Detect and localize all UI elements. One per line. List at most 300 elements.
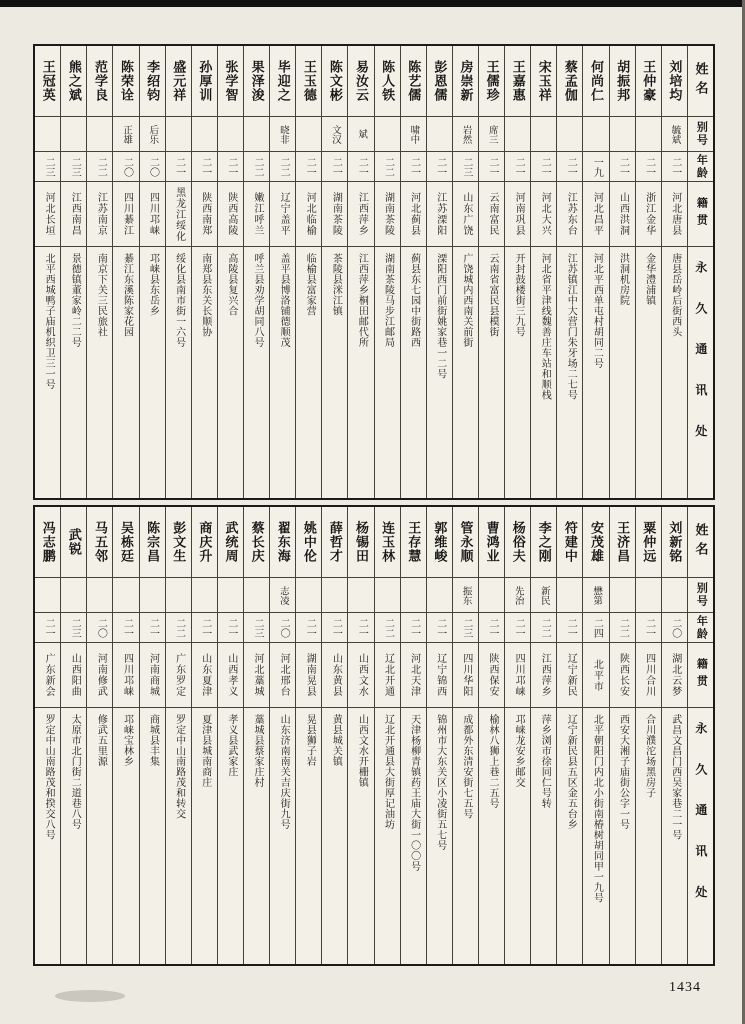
directory-entry (139, 507, 165, 964)
entry-age-text: 二一 (199, 156, 211, 177)
directory-entry (478, 46, 504, 498)
entry-alias (636, 117, 661, 152)
entry-address-text: 孝义县武家庄 (225, 714, 237, 777)
entry-origin-text: 湖南茶陵 (330, 192, 342, 236)
entry-origin-text: 四川邛崃 (147, 192, 159, 236)
entry-name (87, 46, 112, 117)
entry-name-text: 张学智 (223, 60, 239, 102)
entry-origin (113, 182, 138, 247)
entry-alias (244, 117, 269, 152)
entry-address (505, 247, 530, 498)
entry-age-text: 二一 (565, 617, 577, 638)
entry-address (375, 708, 400, 964)
entry-address-text: 锦州市大东关区小凌街五七号 (434, 714, 446, 851)
scan-edge-artifact-top (0, 0, 745, 7)
entry-name-text: 易汝云 (354, 60, 370, 102)
entry-origin-text: 辽宁盖平 (278, 192, 290, 236)
entry-age (427, 152, 452, 182)
entry-name (192, 46, 217, 117)
entry-origin (557, 182, 582, 247)
entry-age (166, 152, 191, 182)
entry-address-text: 临榆县富家营 (304, 253, 316, 316)
entry-alias-text: 正雄 (121, 124, 132, 144)
entry-age-text: 二一 (486, 617, 498, 638)
entry-age (427, 613, 452, 643)
entry-age (453, 613, 478, 643)
entry-age-text: 二一 (199, 617, 211, 638)
entry-name-text: 王仲豪 (641, 60, 657, 102)
entry-origin (35, 182, 60, 247)
entry-age (35, 613, 60, 643)
directory-entry (530, 507, 556, 964)
entry-address (113, 708, 138, 964)
entry-age-text: 二一 (643, 156, 655, 177)
entry-age-text: 二一 (43, 617, 55, 638)
entry-age-text: 二〇 (121, 156, 133, 177)
entry-origin-text: 四川邛崃 (121, 653, 133, 697)
entry-origin-text: 江苏溧阳 (434, 192, 446, 236)
entry-age-text: 二三 (69, 617, 81, 638)
entry-name-text: 彭恩儒 (432, 60, 448, 102)
directory-entry (295, 507, 321, 964)
entry-alias (296, 578, 321, 613)
entry-address-text: 茶陵县洣江镇 (330, 253, 342, 316)
directory-entry (609, 507, 635, 964)
directory-entry (321, 46, 347, 498)
entry-name (113, 507, 138, 578)
entry-alias (557, 578, 582, 613)
entry-age-text: 二三 (251, 617, 263, 638)
entry-address-text: 金华澧浦镇 (643, 253, 655, 306)
entry-origin (401, 643, 426, 708)
entry-alias (166, 578, 191, 613)
entry-address (427, 708, 452, 964)
entry-age (479, 152, 504, 182)
entry-name-text: 杨俗夫 (510, 521, 526, 563)
entry-address-text: 北平西城鸭子庙机织卫三一号 (43, 253, 55, 390)
column-header-name-label: 姓名 (693, 62, 709, 100)
entry-origin (348, 643, 373, 708)
entry-name-text: 刘新铭 (667, 521, 683, 563)
entry-alias (322, 578, 347, 613)
entry-alias (35, 117, 60, 152)
entry-age-text: 二二 (278, 156, 290, 177)
entry-address-text: 洪洞机房院 (617, 253, 629, 306)
entry-address (296, 247, 321, 498)
entry-origin-text: 江苏东台 (565, 192, 577, 236)
entry-address (61, 708, 86, 964)
entry-origin-text: 四川邛崃 (513, 653, 525, 697)
entry-address-text: 辽北开通县大街厚记油坊 (382, 714, 394, 830)
entry-name-text: 管永顺 (458, 521, 474, 563)
entry-name-text: 陈文彬 (327, 60, 343, 102)
entry-alias (531, 117, 556, 152)
entry-age-text: 二一 (304, 156, 316, 177)
column-header-age (688, 152, 713, 182)
entry-name-text: 武锐 (66, 528, 82, 556)
entry-age (218, 152, 243, 182)
entry-origin (322, 643, 347, 708)
entry-age-text: 二一 (121, 617, 133, 638)
entry-address (244, 247, 269, 498)
entry-alias (270, 578, 295, 613)
entry-address (583, 708, 608, 964)
entry-name (35, 46, 60, 117)
entry-alias (453, 578, 478, 613)
column-header-name (688, 507, 713, 578)
entry-origin-text: 四川合川 (643, 653, 655, 697)
entry-alias (662, 117, 687, 152)
entry-address (296, 708, 321, 964)
entry-name (192, 507, 217, 578)
entry-origin (87, 182, 112, 247)
entry-name (140, 507, 165, 578)
entry-address-text: 云南省富民县模街 (486, 253, 498, 337)
directory-entry (400, 507, 426, 964)
entry-address-text: 天津杨柳青镇药王庙大街一〇〇号 (408, 714, 420, 872)
entry-age (375, 613, 400, 643)
entry-name (348, 507, 373, 578)
directory-entry (374, 46, 400, 498)
entry-origin-text: 四川华阳 (460, 653, 472, 697)
entry-name-text: 陈荣诠 (119, 60, 135, 102)
entry-origin (192, 643, 217, 708)
entry-age-text: 二一 (356, 617, 368, 638)
entry-age (87, 613, 112, 643)
entry-origin-text: 河南商城 (147, 653, 159, 697)
entry-origin-text: 河北临榆 (304, 192, 316, 236)
column-header-address (688, 247, 713, 498)
entry-origin (61, 182, 86, 247)
entry-alias-text: 啸中 (408, 124, 419, 144)
entry-address (531, 708, 556, 964)
entry-address-text: 江苏镇江中大营门朱牙场二七号 (565, 253, 577, 400)
entry-alias (61, 578, 86, 613)
entry-origin-text: 山东黄县 (330, 653, 342, 697)
entry-age (244, 613, 269, 643)
entry-origin-text: 河南修武 (95, 653, 107, 697)
entry-name (505, 46, 530, 117)
entry-age (166, 613, 191, 643)
header-column (687, 507, 713, 964)
entry-origin-text: 河北藁城 (251, 653, 263, 697)
entry-origin (427, 643, 452, 708)
entry-alias-text: 席三 (486, 124, 497, 144)
entry-address-text: 黄县城关镇 (330, 714, 342, 767)
entry-address-text: 广饶城内西南关前街 (460, 253, 472, 348)
entry-name-text: 王嘉惠 (510, 60, 526, 102)
entry-name-text: 粟仲远 (641, 521, 657, 563)
entry-origin (610, 643, 635, 708)
entry-address (140, 708, 165, 964)
entry-address (35, 708, 60, 964)
entry-age (322, 613, 347, 643)
entry-address (401, 708, 426, 964)
entry-age-text: 二二 (382, 617, 394, 638)
directory-entry (86, 46, 112, 498)
entry-name (322, 46, 347, 117)
entry-name-text: 马五邻 (92, 521, 108, 563)
entry-address-text: 修武五里源 (95, 714, 107, 767)
entry-address (636, 708, 661, 964)
entry-address (87, 708, 112, 964)
entry-address-text: 夏津县城南商庄 (199, 714, 211, 788)
entry-alias (505, 578, 530, 613)
entry-origin (557, 643, 582, 708)
entry-address (35, 247, 60, 498)
column-header-age-label: 年龄 (695, 614, 708, 641)
entry-alias-text: 晓非 (277, 124, 288, 144)
entry-age (348, 613, 373, 643)
entry-alias-text: 后乐 (147, 124, 158, 144)
entry-name (557, 507, 582, 578)
entry-origin-text: 辽宁新民 (565, 653, 577, 697)
directory-entry (530, 46, 556, 498)
entry-origin (662, 182, 687, 247)
entry-age (636, 152, 661, 182)
entry-age (218, 613, 243, 643)
entry-alias-text: 岩然 (460, 124, 471, 144)
entry-name (557, 46, 582, 117)
entry-name (531, 46, 556, 117)
entry-alias (610, 578, 635, 613)
entry-name (166, 46, 191, 117)
entry-age-text: 二二 (95, 156, 107, 177)
entry-name-text: 李绍钧 (145, 60, 161, 102)
entry-age (296, 613, 321, 643)
entry-origin-text: 河北昌平 (591, 192, 603, 236)
entry-origin-text: 黑龙江绥化 (173, 186, 185, 242)
directory-entry (243, 46, 269, 498)
entry-name (662, 46, 687, 117)
entry-address-text: 萍乡浏市徐同仁号转 (539, 714, 551, 809)
entry-alias (427, 578, 452, 613)
directory-entry (269, 46, 295, 498)
entry-address (348, 247, 373, 498)
entry-address-text: 邛崃县东岳乡 (147, 253, 159, 316)
directory-entry (217, 507, 243, 964)
entry-origin (35, 643, 60, 708)
directory-entry (191, 46, 217, 498)
column-header-age (688, 613, 713, 643)
entry-age (244, 152, 269, 182)
entry-name (610, 507, 635, 578)
entry-age (583, 613, 608, 643)
entry-address-text: 景德镇董家岭二二号 (69, 253, 81, 348)
directory-entry (556, 46, 582, 498)
entry-origin (61, 643, 86, 708)
directory-entry (60, 46, 86, 498)
entry-origin (531, 182, 556, 247)
column-header-address-label: 永久通讯处 (693, 722, 708, 926)
entry-name-text: 王存慧 (406, 521, 422, 563)
entry-name (322, 507, 347, 578)
entry-origin-text: 河北唐县 (669, 192, 681, 236)
entry-origin (218, 643, 243, 708)
entry-name (296, 507, 321, 578)
entry-address (610, 708, 635, 964)
entry-age-text: 二一 (330, 156, 342, 177)
entry-alias (348, 117, 373, 152)
entry-name (636, 46, 661, 117)
entry-alias (140, 578, 165, 613)
entry-age-text: 二三 (69, 156, 81, 177)
entry-age (192, 152, 217, 182)
entry-age-text: 二一 (225, 617, 237, 638)
header-column (687, 46, 713, 498)
entry-age (113, 152, 138, 182)
entry-origin-text: 浙江金华 (643, 192, 655, 236)
entry-origin-text: 湖南晃县 (304, 653, 316, 697)
entry-age-text: 二二 (617, 617, 629, 638)
entry-age (531, 613, 556, 643)
entry-age-text: 二一 (225, 156, 237, 177)
directory-entry (635, 46, 661, 498)
entry-address-text: 罗定中山南路茂和转交 (173, 714, 185, 819)
entry-address-text: 蓟县东七园中街路西 (408, 253, 420, 348)
entry-alias (140, 117, 165, 152)
column-header-alias-label: 别号 (695, 582, 708, 608)
entry-address-text: 山东济南南关吉庆街九号 (278, 714, 290, 830)
entry-alias (662, 578, 687, 613)
entry-alias (244, 578, 269, 613)
directory-table-lower (33, 505, 715, 966)
entry-name-text: 宋玉祥 (536, 60, 552, 102)
entry-origin-text: 河南巩县 (513, 192, 525, 236)
entry-name-text: 杨锡田 (354, 521, 370, 563)
entry-age (401, 613, 426, 643)
entry-origin (636, 643, 661, 708)
entry-name (531, 507, 556, 578)
entry-address (348, 708, 373, 964)
directory-entry (269, 507, 295, 964)
entry-address-text: 呼兰县劝学胡同八号 (251, 253, 263, 348)
entry-origin (113, 643, 138, 708)
entry-origin (583, 643, 608, 708)
entry-name (113, 46, 138, 117)
directory-entry (86, 507, 112, 964)
entry-age-text: 二〇 (669, 617, 681, 638)
entry-name (479, 507, 504, 578)
entry-alias-text: 斌 (356, 129, 367, 139)
entry-age (140, 613, 165, 643)
entry-address-text: 成都外东清安街七五号 (460, 714, 472, 819)
entry-alias (375, 578, 400, 613)
entry-origin (583, 182, 608, 247)
column-header-alias-label: 别号 (695, 121, 708, 147)
entry-address (583, 247, 608, 498)
entry-alias (557, 117, 582, 152)
entry-origin (662, 643, 687, 708)
entry-address (479, 247, 504, 498)
entry-name (610, 46, 635, 117)
entry-age (610, 152, 635, 182)
entry-name (218, 507, 243, 578)
entry-age-text: 二〇 (278, 617, 290, 638)
entry-origin (531, 643, 556, 708)
entry-origin (427, 182, 452, 247)
entry-origin (166, 643, 191, 708)
entry-age-text: 二一 (408, 617, 420, 638)
entry-origin-text: 河北邢台 (278, 653, 290, 697)
entry-name (35, 507, 60, 578)
column-header-name (688, 46, 713, 117)
entry-name (583, 46, 608, 117)
directory-entry (165, 507, 191, 964)
entry-origin-text: 山东广饶 (460, 192, 472, 236)
directory-entry (112, 46, 138, 498)
entry-name-text: 房崇新 (458, 60, 474, 102)
entry-origin (375, 182, 400, 247)
directory-entry (452, 507, 478, 964)
entry-alias-text: 新民 (538, 585, 549, 605)
entry-origin-text: 广东新会 (43, 653, 55, 697)
entry-address-text: 北平朝阳门内北小街南椿树胡同甲一九号 (591, 714, 603, 903)
entry-age-text: 二〇 (95, 617, 107, 638)
entry-alias (113, 117, 138, 152)
entry-name-text: 曹鸿业 (484, 521, 500, 563)
entry-name (479, 46, 504, 117)
entry-name-text: 陈人铁 (380, 60, 396, 102)
entry-name (87, 507, 112, 578)
entry-origin (192, 182, 217, 247)
entry-address-text: 盖平县博洛铺德顺茂 (278, 253, 290, 348)
entry-address-text: 河北省平津线魏善庄车站和顺栈 (539, 253, 551, 400)
entry-name-text: 姚中伦 (301, 521, 317, 563)
entry-name-text: 彭文生 (171, 521, 187, 563)
entry-name (61, 46, 86, 117)
entry-name (61, 507, 86, 578)
entry-age-text: 二三 (43, 156, 55, 177)
entry-name-text: 符建中 (562, 521, 578, 563)
entry-address (453, 247, 478, 498)
directory-entry (165, 46, 191, 498)
entry-alias (218, 117, 243, 152)
entry-origin-text: 辽北开通 (382, 653, 394, 697)
entry-alias (348, 578, 373, 613)
entry-address (610, 247, 635, 498)
entry-name (427, 46, 452, 117)
entry-name (427, 507, 452, 578)
entry-origin (453, 643, 478, 708)
directory-entry (35, 507, 60, 964)
directory-entry (452, 46, 478, 498)
entry-alias (270, 117, 295, 152)
directory-entry (112, 507, 138, 964)
entry-origin-text: 江西萍乡 (356, 192, 368, 236)
entry-origin (322, 182, 347, 247)
entry-name-text: 盛元祥 (171, 60, 187, 102)
entry-address-text: 山西文水开栅镇 (356, 714, 368, 788)
entry-age (505, 152, 530, 182)
entry-origin-text: 陕西保安 (486, 653, 498, 697)
entry-origin (270, 643, 295, 708)
directory-entry (400, 46, 426, 498)
entry-name (270, 46, 295, 117)
directory-entry (609, 46, 635, 498)
entry-address (505, 708, 530, 964)
entry-name (244, 507, 269, 578)
entry-address-text: 唐县岳岭后街西头 (669, 253, 681, 337)
entry-name (453, 46, 478, 117)
entry-alias (218, 578, 243, 613)
entry-name-text: 王济昌 (615, 521, 631, 563)
entry-age (270, 613, 295, 643)
entry-alias (401, 117, 426, 152)
column-header-alias (688, 117, 713, 152)
column-header-origin (688, 182, 713, 247)
directory-entry (582, 507, 608, 964)
